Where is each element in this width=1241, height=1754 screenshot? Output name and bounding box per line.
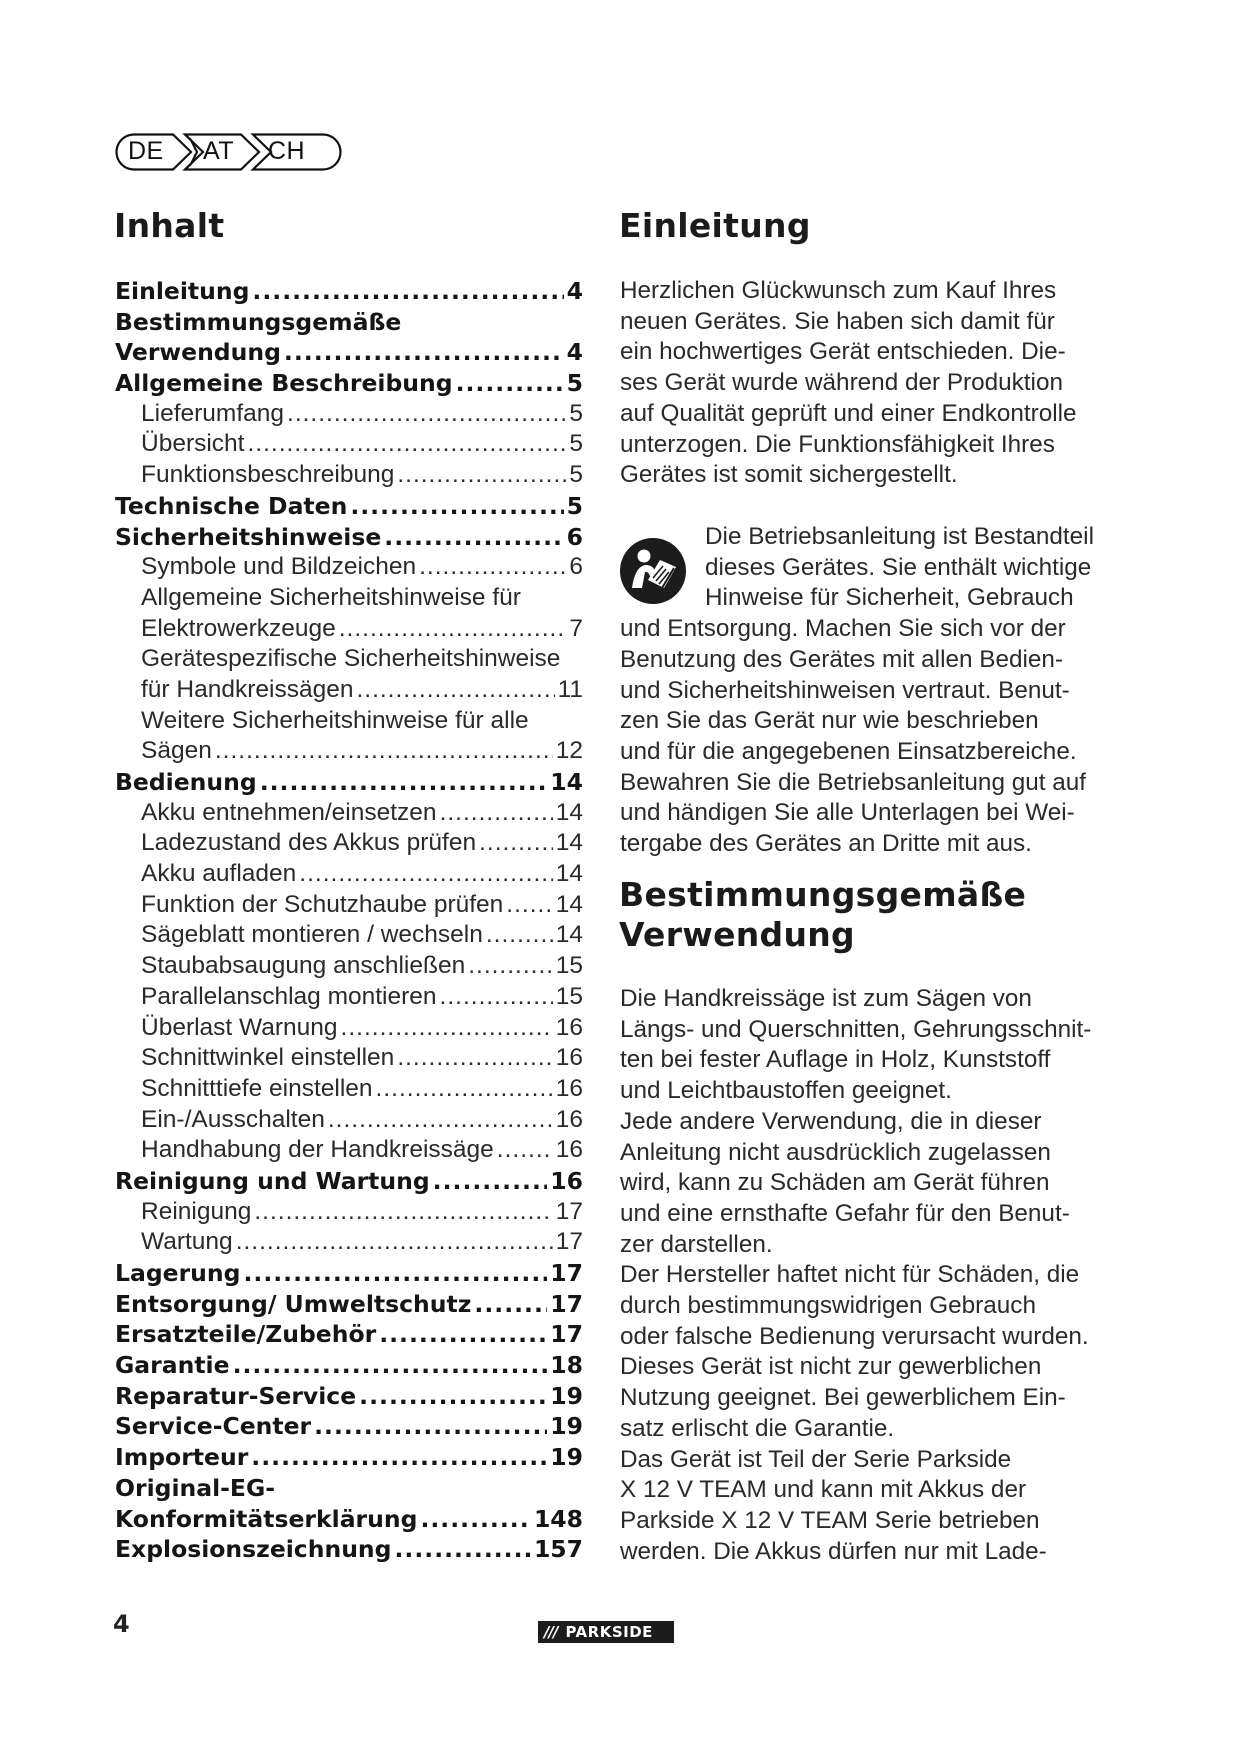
text-line: Herzlichen Glückwunsch zum Kauf Ihres: [620, 277, 1057, 304]
toc-entry[interactable]: [115, 1105, 583, 1136]
country-label-at: AT: [203, 137, 235, 165]
toc-entry[interactable]: [115, 1442, 583, 1473]
toc-entry-title: Ersatzteile/Zubehör: [115, 1320, 377, 1349]
toc-leader-dots: [456, 368, 564, 399]
toc-entry[interactable]: [115, 1319, 583, 1350]
logo-brand-name: PARKSIDE: [565, 1623, 653, 1641]
text-line: Nutzung geeignet. Bei gewerblichem Ein-: [620, 1384, 1066, 1412]
toc-leader-dots: [350, 491, 563, 522]
toc-leader-dots: [379, 1319, 547, 1350]
toc-entry-page: 14: [555, 921, 583, 949]
toc-entry-title: Bestimmungsgemäße: [115, 307, 402, 336]
toc-leader-dots: [236, 1227, 553, 1258]
toc-entry[interactable]: [115, 675, 583, 706]
toc-entry[interactable]: [115, 399, 583, 430]
toc-leader-dots: [233, 1350, 548, 1381]
text-line: Gerätes ist somit sichergestellt.: [620, 461, 958, 489]
toc-entry[interactable]: [115, 1350, 583, 1381]
toc-entry-title: Überlast Warnung: [141, 1013, 338, 1041]
toc-leader-dots: [260, 767, 548, 798]
toc-entry-title: Funktionsbeschreibung: [141, 461, 395, 489]
toc-entry-title: Lagerung: [115, 1259, 241, 1287]
toc-entry[interactable]: [115, 337, 583, 368]
text-line: satz erlischt die Garantie.: [620, 1414, 895, 1442]
toc-leader-dots: [468, 951, 553, 982]
toc-entry-page: 14: [550, 768, 583, 796]
toc-leader-dots: [359, 1381, 547, 1412]
toc-leader-dots: [339, 614, 567, 645]
toc-entry[interactable]: [115, 491, 583, 522]
toc-entry[interactable]: [115, 1227, 583, 1258]
toc-entry[interactable]: [115, 1197, 583, 1228]
text-line: Dieses Gerät ist nicht zur gewerblichen: [620, 1353, 1042, 1381]
toc-entry-page: 14: [555, 798, 583, 826]
toc-entry-page: 5: [566, 491, 583, 520]
toc-entry-page: 17: [550, 1289, 583, 1318]
toc-entry-title: Verwendung: [115, 338, 281, 367]
text-line: und Sicherheitshinweisen vertraut. Benut-: [620, 676, 1070, 704]
toc-entry-title: Sicherheitshinweise: [115, 522, 382, 551]
text-line: Jede andere Verwendung, die in dieser: [620, 1107, 1042, 1135]
toc-leader-dots: [215, 736, 553, 767]
toc-entry[interactable]: [115, 1534, 583, 1565]
einleitung-intro-paragraph: [620, 276, 1100, 491]
toc-leader-dots: [497, 1135, 553, 1166]
text-line: und Entsorgung. Machen Sie sich vor der: [620, 615, 1066, 643]
toc-entry-page: 4: [566, 277, 583, 305]
toc-entry-title: Akku entnehmen/einsetzen: [141, 798, 437, 826]
toc-entry-title: Explosionszeichnung: [115, 1535, 392, 1564]
toc-entry-title: Akku aufladen: [141, 860, 297, 888]
toc-entry-title: Service-Center: [115, 1412, 312, 1441]
toc-entry-page: 17: [555, 1228, 583, 1256]
text-line: Der Hersteller haftet nicht für Schäden, die: [620, 1261, 1080, 1289]
toc-entry[interactable]: [115, 552, 583, 583]
toc-entry-page: 19: [550, 1381, 583, 1410]
toc-entry-title: Sägeblatt montieren / wechseln: [141, 921, 483, 949]
toc-entry-page: 17: [550, 1320, 583, 1349]
toc-entry[interactable]: [115, 890, 583, 921]
toc-entry-title: Original-EG-: [115, 1473, 275, 1502]
table-of-contents: [115, 276, 583, 1565]
text-line: unterzogen. Die Funktionsfähigkeit Ihres: [620, 430, 1055, 458]
text-line: tergabe des Gerätes an Dritte mit aus.: [620, 830, 1032, 858]
toc-entry-page: 17: [555, 1197, 583, 1225]
toc-entry-title: Reparatur-Service: [115, 1381, 357, 1410]
toc-entry[interactable]: [115, 583, 583, 614]
toc-entry[interactable]: [115, 644, 583, 675]
text-line: und Leichtbaustoffen geeignet.: [620, 1077, 952, 1105]
text-line: Anleitung nicht ausdrücklich zugelassen: [620, 1138, 1051, 1166]
toc-entry-page: 16: [555, 1044, 583, 1072]
toc-entry-page: 12: [555, 737, 583, 765]
toc-entry-page: 5: [569, 430, 583, 458]
toc-leader-dots: [247, 429, 566, 460]
toc-entry-title: Einleitung: [115, 277, 250, 305]
toc-entry[interactable]: [115, 1289, 583, 1320]
toc-leader-dots: [356, 675, 554, 706]
toc-entry-page: 17: [550, 1259, 583, 1287]
toc-entry-page: 14: [555, 829, 583, 857]
toc-entry-title: Reinigung und Wartung: [115, 1166, 430, 1195]
toc-leader-dots: [486, 920, 553, 951]
toc-leader-dots: [420, 1504, 531, 1535]
toc-entry-title: Importeur: [115, 1443, 249, 1472]
toc-entry-page: 6: [566, 522, 583, 551]
text-line: und händigen Sie alle Unterlagen bei Wei-: [620, 799, 1075, 827]
logo-slashes: ///: [544, 1623, 558, 1641]
toc-entry[interactable]: [115, 920, 583, 951]
toc-entry-page: 15: [555, 982, 583, 1010]
toc-leader-dots: [440, 798, 553, 829]
toc-entry-page: 16: [550, 1166, 583, 1195]
toc-leader-dots: [384, 522, 563, 553]
toc-entry-title: Übersicht: [141, 430, 245, 458]
parkside-logo: [538, 1621, 674, 1643]
text-line: zer darstellen.: [620, 1230, 773, 1258]
text-line: werden. Die Akkus dürfen nur mit Lade-: [620, 1537, 1047, 1565]
toc-leader-dots: [328, 1105, 553, 1136]
toc-entry-title: Elektrowerkzeuge: [141, 614, 336, 642]
toc-entry[interactable]: [115, 1381, 583, 1412]
toc-entry[interactable]: [115, 1013, 583, 1044]
text-line: ses Gerät wurde während der Produktion: [620, 369, 1063, 397]
toc-leader-dots: [341, 1013, 553, 1044]
toc-entry[interactable]: [115, 1166, 583, 1197]
text-line: Die Handkreissäge ist zum Sägen von: [620, 985, 1032, 1012]
toc-entry-title: Weitere Sicherheitshinweise für alle: [141, 706, 529, 734]
toc-entry-page: 16: [555, 1136, 583, 1164]
toc-entry-title: Parallelanschlag montieren: [141, 982, 437, 1010]
einleitung-manual-paragraph: [620, 522, 1100, 860]
section-title-verwendung-line1: Bestimmungsgemäße: [619, 875, 1027, 914]
text-line: durch bestimmungswidrigen Gebrauch: [620, 1292, 1036, 1320]
toc-entry[interactable]: [115, 706, 583, 737]
toc-entry[interactable]: [115, 767, 583, 798]
text-line: dieses Gerätes. Sie enthält wichtige: [705, 553, 1092, 581]
toc-entry[interactable]: [115, 307, 583, 338]
toc-leader-dots: [314, 1411, 547, 1442]
toc-entry-page: 14: [555, 860, 583, 888]
toc-leader-dots: [506, 890, 552, 921]
toc-entry-title: Bedienung: [115, 768, 257, 796]
toc-entry-page: 5: [569, 461, 583, 489]
toc-entry[interactable]: [115, 276, 583, 307]
toc-entry-title: Schnitttiefe einstellen: [141, 1074, 373, 1102]
toc-entry-page: 4: [566, 338, 583, 367]
toc-entry-title: Konformitätserklärung: [115, 1504, 418, 1533]
text-line: Die Betriebsanleitung ist Bestandteil: [705, 523, 1094, 550]
section-title-einleitung: Einleitung: [619, 206, 811, 245]
toc-entry-page: 15: [555, 952, 583, 980]
toc-entry[interactable]: [115, 429, 583, 460]
text-line: und für die angegebenen Einsatzbereiche.: [620, 737, 1077, 765]
toc-entry-title: für Handkreissägen: [141, 675, 354, 703]
text-line: X 12 V TEAM und kann mit Akkus der: [620, 1476, 1027, 1504]
toc-entry-title: Symbole und Bildzeichen: [141, 553, 417, 581]
text-line: auf Qualität geprüft und einer Endkontrolle: [620, 399, 1077, 427]
text-line: Hinweise für Sicherheit, Gebrauch: [705, 584, 1074, 612]
toc-entry[interactable]: [115, 1473, 583, 1504]
text-line: ein hochwertiges Gerät entschieden. Die-: [620, 338, 1066, 366]
toc-entry-title: Allgemeine Beschreibung: [115, 369, 453, 398]
toc-entry-page: 5: [566, 369, 583, 398]
toc-entry[interactable]: [115, 368, 583, 399]
toc-entry-page: 157: [533, 1535, 583, 1564]
toc-entry-page: 5: [569, 399, 583, 427]
text-line: Parkside X 12 V TEAM Serie betrieben: [620, 1506, 1040, 1534]
toc-entry-title: Funktion der Schutzhaube prüfen: [141, 890, 504, 918]
toc-entry[interactable]: [115, 522, 583, 553]
text-line: zen Sie das Gerät nur wie beschrieben: [620, 707, 1039, 735]
toc-entry-page: 19: [550, 1443, 583, 1472]
text-line: und eine ernsthafte Gefahr für den Benut-: [620, 1199, 1070, 1227]
toc-leader-dots: [252, 276, 563, 307]
toc-entry-title: Gerätespezifische Sicherheitshinweise: [141, 645, 561, 673]
toc-entry-page: 18: [550, 1351, 583, 1380]
toc-leader-dots: [287, 399, 566, 430]
toc-entry-page: 14: [555, 890, 583, 918]
toc-entry-page: 19: [550, 1412, 583, 1441]
toc-entry-title: Technische Daten: [115, 491, 348, 520]
toc-entry-title: Handhabung der Handkreissäge: [141, 1136, 494, 1164]
text-line: Benutzung des Gerätes mit allen Bedien-: [620, 645, 1064, 673]
toc-leader-dots: [251, 1442, 547, 1473]
toc-entry-title: Wartung: [141, 1228, 233, 1256]
text-line: wird, kann zu Schäden am Gerät führen: [620, 1169, 1050, 1197]
toc-leader-dots: [397, 460, 566, 491]
text-line: Bewahren Sie die Betriebsanleitung gut auf: [620, 768, 1087, 796]
toc-entry-title: Garantie: [115, 1351, 230, 1380]
toc-entry[interactable]: [115, 1258, 583, 1289]
text-line: oder falsche Bedienung verursacht wurden.: [620, 1322, 1089, 1350]
toc-entry-title: Lieferumfang: [141, 399, 285, 427]
toc-entry[interactable]: [115, 982, 583, 1013]
toc-entry-title: Ein-/Ausschalten: [141, 1105, 325, 1133]
toc-leader-dots: [397, 1043, 552, 1074]
toc-entry[interactable]: [115, 736, 583, 767]
toc-entry[interactable]: [115, 828, 583, 859]
country-badge: [115, 133, 343, 171]
toc-leader-dots: [243, 1258, 547, 1289]
text-line: ten bei fester Auflage in Holz, Kunststoff: [620, 1046, 1051, 1074]
toc-leader-dots: [474, 1289, 547, 1320]
toc-entry[interactable]: [115, 1074, 583, 1105]
toc-entry[interactable]: [115, 1504, 583, 1535]
toc-entry[interactable]: [115, 1043, 583, 1074]
toc-entry-page: 16: [555, 1074, 583, 1102]
toc-entry-title: Reinigung: [141, 1197, 252, 1225]
country-label-ch: CH: [268, 137, 306, 165]
toc-entry[interactable]: [115, 951, 583, 982]
toc-entry-title: Ladezustand des Akkus prüfen: [141, 829, 477, 857]
toc-leader-dots: [376, 1074, 553, 1105]
toc-entry-title: Staubabsaugung anschließen: [141, 952, 466, 980]
toc-entry[interactable]: [115, 614, 583, 645]
toc-entry[interactable]: [115, 1411, 583, 1442]
toc-leader-dots: [433, 1166, 548, 1197]
toc-leader-dots: [419, 552, 566, 583]
country-label-de: DE: [128, 137, 164, 165]
toc-entry[interactable]: [115, 859, 583, 890]
text-line: Das Gerät ist Teil der Serie Parkside: [620, 1445, 1012, 1473]
text-line: Längs- und Querschnitten, Gehrungsschnit-: [620, 1015, 1092, 1043]
toc-entry-title: Schnittwinkel einstellen: [141, 1044, 395, 1072]
toc-entry-title: Allgemeine Sicherheitshinweise für: [141, 583, 521, 611]
toc-title: Inhalt: [114, 206, 225, 245]
toc-entry-page: 7: [569, 614, 583, 642]
verwendung-paragraph: [620, 984, 1100, 1567]
toc-entry[interactable]: [115, 1135, 583, 1166]
toc-entry-page: 6: [569, 553, 583, 581]
toc-leader-dots: [299, 859, 552, 890]
toc-entry[interactable]: [115, 460, 583, 491]
toc-leader-dots: [479, 828, 553, 859]
toc-leader-dots: [284, 337, 564, 368]
toc-leader-dots: [440, 982, 553, 1013]
toc-leader-dots: [394, 1534, 530, 1565]
toc-entry-page: 16: [555, 1105, 583, 1133]
toc-entry-title: Sägen: [141, 737, 212, 765]
toc-entry-page: 16: [555, 1013, 583, 1041]
toc-entry-page: 148: [533, 1504, 583, 1533]
text-line: neuen Gerätes. Sie haben sich damit für: [620, 307, 1055, 335]
toc-leader-dots: [254, 1197, 552, 1228]
section-title-verwendung-line2: Verwendung: [619, 915, 855, 954]
toc-entry[interactable]: [115, 798, 583, 829]
page-number: 4: [113, 1610, 130, 1638]
toc-entry-title: Entsorgung/ Umweltschutz: [115, 1289, 472, 1318]
toc-entry-page: 11: [557, 675, 583, 703]
